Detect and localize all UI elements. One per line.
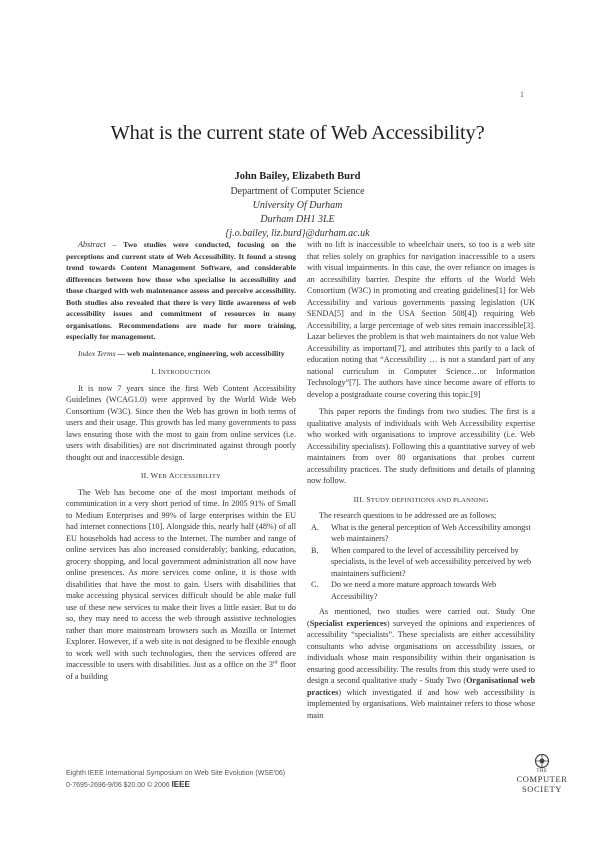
list-item: A. What is the general perception of Web Accessibility amongst web maintainers? <box>311 522 531 543</box>
index-terms-label: Index Terms <box>78 348 116 358</box>
ieee-logo-text: IEEE <box>171 780 190 789</box>
index-terms <box>66 348 296 360</box>
footer-conference: Eighth IEEE International Symposium on Web Site Evolution (WSE'06) <box>66 770 286 777</box>
logo-the: THE <box>536 769 548 774</box>
logo-society: SOCIETY <box>521 784 563 794</box>
index-terms-text: — web maintenance, engineering, web accessibility <box>115 348 285 358</box>
findings-paragraph: This paper reports the findings from two studies. The first is a qualitative analysis of individuals with Web Accessibility expertise who worked with organisations to improve accessibility (i.e. Web Accessibility specialists). Following this a quantitative survey of web maintainers from over 80 organisations that probes current accessibility practices. The study definitions and details of planning now follow. <box>307 407 535 485</box>
list-item: C. Do we need a more mature approach towards Web Accessibility? <box>311 580 497 601</box>
web-accessibility-continuation: with no lift is inaccessible to wheelchair users, so too is a web site that relies solely on graphics for navigation inaccessible to a users with visual impairments. In this case, the over reliance on images is an accessibility barrier. Despite the efforts of the World Web Consortium (W3C) in promoting and creating guidelines[1] for Web Accessibility and various governments passing legislation (UK SENDA[5] and in the USA Section 508[4]) requiring Web Accessibility, a large percentage of web sites remain inaccessible[3]. Lazar believes the problem is that web maintainers do not value Web Accessibility as important[7], and attributes this partly to a lack of education noting that “Accessibility … is not a standard part of any national curriculum in Computer Science…or Information Technology”[7]. The authors have since become aware of efforts to develop a postgraduate course covering this topic.[9] <box>307 240 535 399</box>
paper-title: What is the current state of Web Accessibility? <box>110 122 485 144</box>
right-column <box>307 239 535 721</box>
web-accessibility-paragraph: The Web has become one of the most important methods of communication in a very short period of time. In 2005 91% of Small to Medium Enterprises and 99% of large enterprises within the EU had internet connections [10]. Alongside this, nearly half (48%) of all EU households had access to the Internet. The number and range of online services has also increased considerably; banking, education, grocery shopping, and local government administration all now have online presences. As more services come online, it is those with disabilities that have the most to gain. Users with disabilities that make accessing physical services difficult should be able make full use of these new services to make their lives a little easier. But to do so, they may need to access the web through assistive technologies rather than more mainstream browsers such as Mozilla or Internet Explorer. However, if a web site is not designed to be flexible enough to work well with such technologies, then the services offered are inaccessible to users with disabilities. Just as a office on the 3rd floor of a building <box>66 487 296 681</box>
logo-computer: COMPUTER <box>516 774 568 784</box>
research-questions-list <box>307 522 535 603</box>
intro-paragraph: It is now 7 years since the first Web Content Accessibility Guidelines (WCAG1.0) were approved by the World Wide Web Consortium (W3C). Since then the Web has grown in both terms of users and their usage. This growth has led many governments to pass laws ensuring those with the most to gain from online services (i.e. users with disabilities) are not discriminated against through poorly thought out and inaccessible design. <box>66 383 296 462</box>
studies-paragraph: As mentioned, two studies were carried out. Study One (Specialist experiences) surveyed the opinions and experiences of accessibility “specialists”. These specialists are either accessibility consultants who advise organisations on accessibility issues, or individuals whose main responsibility within their organisation is ensuring good accessibility. The results from this study were used to design a second qualitative study - Study Two (Organisational web practices) which investigated if and how web accessibility is implemented by organisations. Web maintainer refers to those whose main <box>307 607 535 720</box>
section-heading-study-definitions: III. STUDY DEFINITIONS AND PLANNING <box>353 494 489 504</box>
abstract-dash: – <box>105 240 124 249</box>
section-heading-introduction: I. INTRODUCTION <box>151 367 211 376</box>
page-number: 1 <box>520 90 524 99</box>
affiliation-city: Durham DH1 3LE <box>260 214 335 225</box>
affiliation-university: University Of Durham <box>252 200 343 211</box>
section-heading-web-accessibility: II. WEB ACCESSIBILITY <box>140 471 222 480</box>
abstract <box>66 239 296 343</box>
authors: John Bailey, Elizabeth Burd <box>234 171 361 182</box>
affiliation-emails: {j.o.bailey, liz.burd}@durham.ac.uk <box>225 228 370 239</box>
left-column <box>66 239 296 682</box>
abstract-label: Abstract <box>78 240 106 249</box>
affiliation-department: Department of Computer Science <box>230 186 365 197</box>
footer-copyright: 0-7695-2696-9/06 $20.00 © 2006 IEEE <box>66 780 190 789</box>
list-item: B. When compared to the level of accessibility perceived by specialists, is the level of web accessibility perceived by web maintainers sufficient? <box>311 545 532 578</box>
computer-society-emblem-icon <box>534 753 550 769</box>
research-questions-intro: The research questions to be addressed are as follows; <box>319 511 497 520</box>
abstract-text: Two studies were conducted, focusing on the perceptions and current state of Web Accessibility. It found a strong trend towards Content Management Software, and considerable differences between how those who specialise in accessibility and those charged with web maintenance assess and perceive accessibility. Both studies also revealed that there is very little awareness of web accessibility issues and commitment of resources in many organisations. Recommendations are made for more training, especially for management. <box>66 240 296 341</box>
computer-society-logo <box>512 753 572 794</box>
